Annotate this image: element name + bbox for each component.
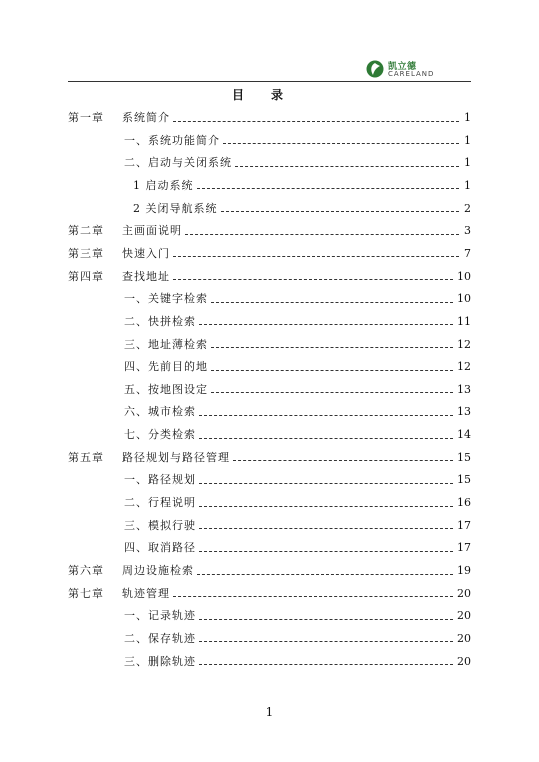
toc-entry[interactable]: [124, 156, 471, 170]
toc-page-number: 11: [457, 314, 471, 328]
toc-leader-dots: [199, 483, 453, 484]
toc-entry-label: 三、地址薄检索: [124, 337, 208, 351]
toc-entry[interactable]: [68, 224, 471, 238]
toc-entry-label: 四、取消路径: [124, 541, 196, 555]
toc-page-number: 17: [457, 518, 471, 532]
toc-entry-label: 二、保存轨迹: [124, 631, 196, 645]
toc-page-number: 19: [457, 564, 471, 577]
toc-entry[interactable]: [133, 179, 471, 193]
toc-entry-label: 二、快拼检索: [124, 314, 196, 328]
toc-page-number: 7: [464, 246, 471, 260]
toc-leader-dots: [173, 121, 459, 122]
toc-entry[interactable]: [124, 632, 471, 646]
toc-entry-label: 六、城市检索: [124, 405, 196, 419]
toc-leader-dots: [173, 279, 453, 280]
toc-leader-dots: [199, 324, 453, 325]
toc-entry[interactable]: [124, 428, 471, 442]
toc-entry-label: 四、先前目的地: [124, 360, 208, 374]
toc-entry[interactable]: [124, 496, 471, 510]
toc-entry-label: 轨迹管理: [122, 586, 170, 600]
toc-entry[interactable]: [124, 338, 471, 352]
toc-leader-dots: [211, 392, 453, 393]
toc-entry-label: 路径规划与路径管理: [122, 450, 230, 464]
toc-entry-label: 二、启动与关闭系统: [124, 156, 232, 170]
toc-leader-dots: [199, 506, 453, 507]
toc-chapter-number: 第七章: [68, 586, 104, 600]
toc-entry[interactable]: [124, 655, 471, 669]
toc-leader-dots: [197, 188, 460, 189]
toc-page-number: 13: [457, 405, 471, 419]
toc-page-number: 13: [457, 382, 471, 396]
toc-leader-dots: [233, 460, 453, 461]
toc-entry-label: 三、删除轨迹: [124, 654, 196, 668]
toc-page-number: 15: [457, 473, 471, 487]
toc-entry-label: 七、分类检索: [124, 428, 196, 442]
toc-page-number: 12: [457, 360, 471, 374]
toc-leader-dots: [221, 211, 460, 212]
toc-leader-dots: [199, 438, 453, 439]
toc-leader-dots: [199, 641, 453, 642]
toc-page-number: 20: [457, 586, 471, 600]
toc-entry[interactable]: [124, 315, 471, 329]
toc-page-number: 1: [464, 178, 471, 192]
toc-leader-dots: [199, 664, 453, 665]
toc-entry[interactable]: [124, 360, 471, 374]
toc-entry[interactable]: [68, 270, 471, 284]
page-number: 1: [265, 705, 274, 719]
toc-leader-dots: [235, 166, 459, 167]
toc-entry-label: 快速入门: [122, 246, 170, 260]
toc-page-number: 1: [464, 156, 471, 170]
toc-page-number: 20: [457, 654, 471, 668]
toc-page-number: 16: [457, 496, 471, 510]
toc-entry-label: 2 关闭导航系统: [133, 201, 218, 215]
toc-entry[interactable]: [68, 111, 471, 125]
header-rule: [68, 81, 471, 82]
toc-chapter-number: 第六章: [68, 564, 104, 577]
toc-leader-dots: [199, 551, 453, 552]
toc-leader-dots: [185, 234, 459, 235]
toc-page-number: 20: [457, 609, 471, 623]
toc-leader-dots: [211, 370, 453, 371]
careland-logo: [366, 58, 446, 82]
toc-chapter-number: 第三章: [68, 246, 104, 260]
toc-page-number: 3: [464, 224, 471, 238]
toc-entry-label: 三、模拟行驶: [124, 518, 196, 532]
toc-entry-label: 五、按地图设定: [124, 382, 208, 396]
toc-entry-label: 一、系统功能简介: [124, 133, 220, 147]
toc-page-number: 10: [457, 269, 471, 283]
toc-leader-dots: [199, 528, 453, 529]
toc-entry[interactable]: [68, 587, 471, 601]
toc-entry-label: 系统简介: [122, 111, 170, 124]
toc-entry[interactable]: [68, 451, 471, 465]
toc-entry-label: 1 启动系统: [133, 178, 194, 192]
toc-entry[interactable]: [124, 519, 471, 533]
toc-chapter-number: 第一章: [68, 111, 104, 124]
toc-page-number: 20: [457, 631, 471, 645]
toc-chapter-number: 第五章: [68, 450, 104, 464]
toc-leader-dots: [197, 574, 453, 575]
toc-page-number: 10: [457, 292, 471, 306]
toc-title: 目 录: [232, 88, 285, 102]
toc-entry[interactable]: [124, 541, 471, 555]
toc-entry-label: 周边设施检索: [122, 564, 194, 577]
toc-leader-dots: [173, 596, 453, 597]
toc-entry[interactable]: [124, 134, 471, 148]
toc-entry[interactable]: [68, 247, 471, 261]
toc-page-number: 2: [464, 201, 471, 215]
toc-page-number: 17: [457, 541, 471, 555]
toc-entry[interactable]: [124, 473, 471, 487]
logo-english-text: CARELAND: [388, 70, 435, 78]
logo-chinese-text: 凯立德: [388, 62, 417, 72]
toc-page-number: 14: [457, 428, 471, 442]
toc-entry-label: 一、关键字检索: [124, 292, 208, 306]
toc-leader-dots: [211, 302, 453, 303]
toc-leader-dots: [199, 415, 453, 416]
toc-entry-label: 主画面说明: [122, 224, 182, 238]
toc-entry-label: 一、路径规划: [124, 473, 196, 487]
toc-entry-label: 一、记录轨迹: [124, 609, 196, 623]
toc-entry[interactable]: [133, 202, 471, 216]
careland-logo-icon: [366, 60, 384, 78]
toc-chapter-number: 第四章: [68, 269, 104, 283]
toc-entry[interactable]: [124, 405, 471, 419]
toc-entry-label: 查找地址: [122, 269, 170, 283]
toc-entry[interactable]: [68, 564, 471, 578]
toc-leader-dots: [223, 143, 459, 144]
toc-entry[interactable]: [124, 383, 471, 397]
toc-page-number: 1: [464, 133, 471, 147]
toc-page-number: 15: [457, 450, 471, 464]
toc-entry-label: 二、行程说明: [124, 496, 196, 510]
toc-entry[interactable]: [124, 292, 471, 306]
toc-leader-dots: [173, 256, 459, 257]
toc-page-number: 12: [457, 337, 471, 351]
toc-leader-dots: [199, 619, 453, 620]
toc-leader-dots: [211, 347, 453, 348]
toc-entry[interactable]: [124, 609, 471, 623]
toc-page-number: 1: [464, 111, 471, 124]
toc-chapter-number: 第二章: [68, 224, 104, 238]
